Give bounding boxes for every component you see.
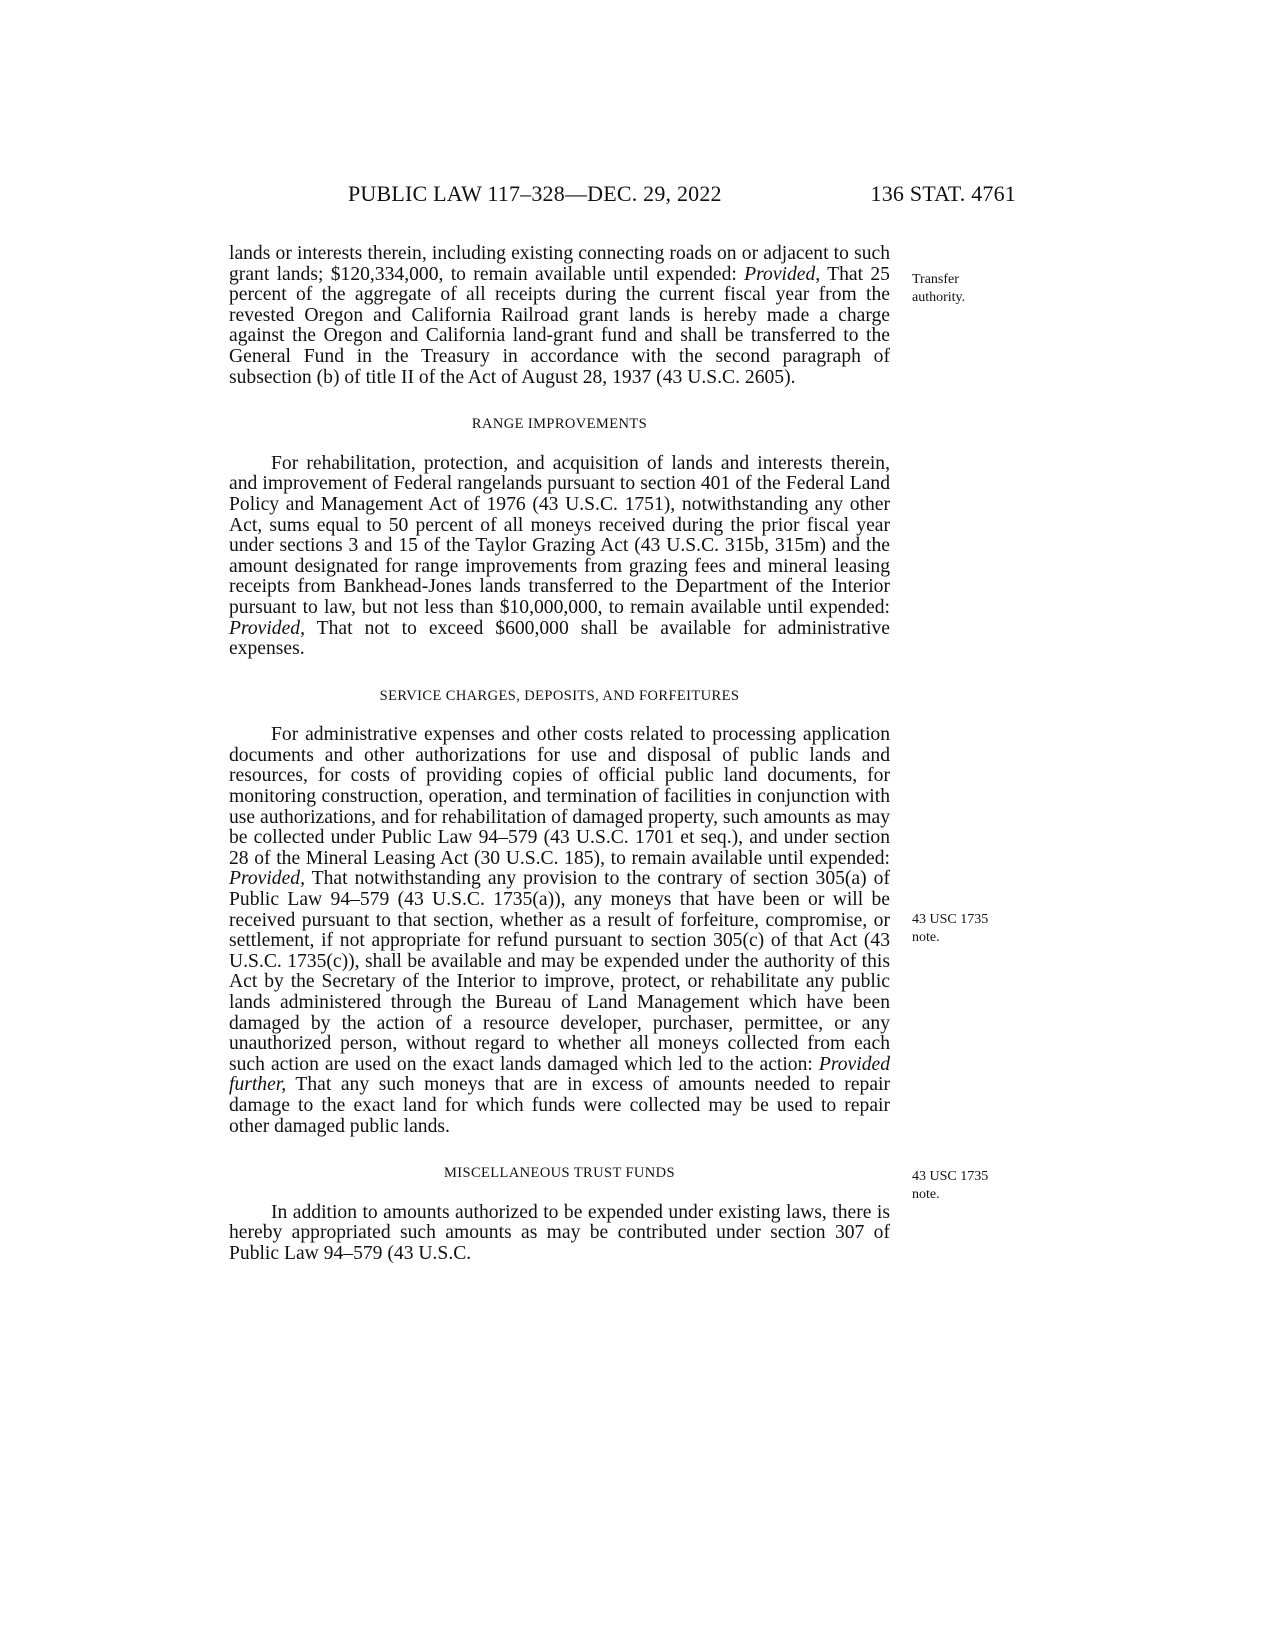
sidenote-line: 43 USC 1735: [912, 1169, 989, 1184]
sidenote-transfer-authority: [912, 271, 1022, 307]
page-body: [229, 244, 890, 1265]
paragraph-text: That 25 percent of the aggregate of all receipts during the current fiscal year from the revested Oregon and California Railroad grant lands is hereby made a charge against the Oregon and California land-grant fund and shall be transferred to the General Fund in the Treasury in accordance with the second paragraph of subsection (b) of title II of the Act of August 28, 1937 (43 U.S.C. 2605).: [229, 263, 890, 388]
continuation-paragraph: [229, 244, 890, 388]
service-charges-paragraph: [229, 725, 890, 1137]
sidenote-line: Transfer: [912, 272, 959, 287]
statute-page-number: 136 STAT. 4761: [870, 181, 1016, 206]
sidenote-line: 43 USC 1735: [912, 912, 989, 927]
proviso-term: Provided,: [229, 617, 305, 639]
sidenote-43-usc-1735-note-2: [912, 1168, 1022, 1204]
proviso-term: Provided,: [744, 263, 821, 285]
paragraph-text: In addition to amounts authorized to be expended under existing laws, there is hereby appropriated such amounts as may be contributed under section 307 of Public Law 94–579 (43 U.S.C.: [229, 1201, 890, 1264]
proviso-term: Provided further,: [229, 1053, 890, 1096]
range-improvements-paragraph: [229, 454, 890, 660]
misc-trust-funds-paragraph: [229, 1203, 890, 1265]
paragraph-text: For rehabilitation, protection, and acquisition of lands and interests therein, and improvement of Federal rangelands pursuant to section 401 of the Federal Land Policy and Management Act of 1976 (43 U.S.C. 1751), notwithstanding any other Act, sums equal to 50 percent of all moneys received during the prior fiscal year under sections 3 and 15 of the Taylor Grazing Act (43 U.S.C. 315b, 315m) and the amount designated for range improvements from grazing fees and mineral leasing receipts from Bankhead-Jones lands transferred to the Department of the Interior pursuant to law, but not less than $10,000,000, to remain available until expended:: [229, 452, 890, 618]
paragraph-text: That notwithstanding any provision to the contrary of section 305(a) of Public Law 94–579 (43 U.S.C. 1735(a)), any moneys that have been or will be received pursuant to that section, whether as a result of forfeiture, compromise, or settlement, if not appropriate for refund pursuant to section 305(c) of that Act (43 U.S.C. 1735(c)), shall be available and may be expended under the authority of this Act by the Secretary of the Interior to improve, protect, or rehabilitate any public lands administered through the Bureau of Land Management which have been damaged by the action of a resource developer, purchaser, permittee, or any unauthorized person, without regard to whether all moneys collected from each such action are used on the exact lands damaged which led to the action:: [229, 868, 890, 1075]
paragraph-text: That not to exceed $600,000 shall be available for administrative expenses.: [229, 617, 890, 660]
section-heading-misc-trust-funds: MISCELLANEOUS TRUST FUNDS: [443, 1165, 676, 1182]
proviso-term: Provided,: [229, 868, 305, 890]
paragraph-text: lands or interests therein, including existing connecting roads on or adjacent to such grant lands; $120,334,000, to remain available until expended:: [229, 243, 890, 285]
sidenote-line: note.: [912, 1187, 940, 1202]
section-heading-range-improvements: RANGE IMPROVEMENTS: [471, 416, 648, 433]
running-head-title: PUBLIC LAW 117–328—DEC. 29, 2022: [348, 181, 722, 206]
paragraph-text: That any such moneys that are in excess of amounts needed to repair damage to the exact land for which funds were collected may be used to repair other damaged public lands.: [229, 1074, 890, 1137]
sidenote-line: note.: [912, 930, 940, 945]
sidenote-line: authority.: [912, 290, 966, 305]
paragraph-text: For administrative expenses and other costs related to processing application documents and other authorizations for use and disposal of public lands and resources, for costs of providing copies of official public land documents, for monitoring construction, operation, and termination of facilities in conjunction with use authorizations, and for rehabilitation of damaged property, such amounts as may be collected under Public Law 94–579 (43 U.S.C. 1701 et seq.), and under section 28 of the Mineral Leasing Act (30 U.S.C. 185), to remain available until expended:: [229, 724, 890, 869]
section-heading-service-charges: SERVICE CHARGES, DEPOSITS, AND FORFEITURES: [379, 687, 740, 704]
page-header: [229, 181, 1016, 215]
sidenote-43-usc-1735-note-1: [912, 911, 1022, 947]
